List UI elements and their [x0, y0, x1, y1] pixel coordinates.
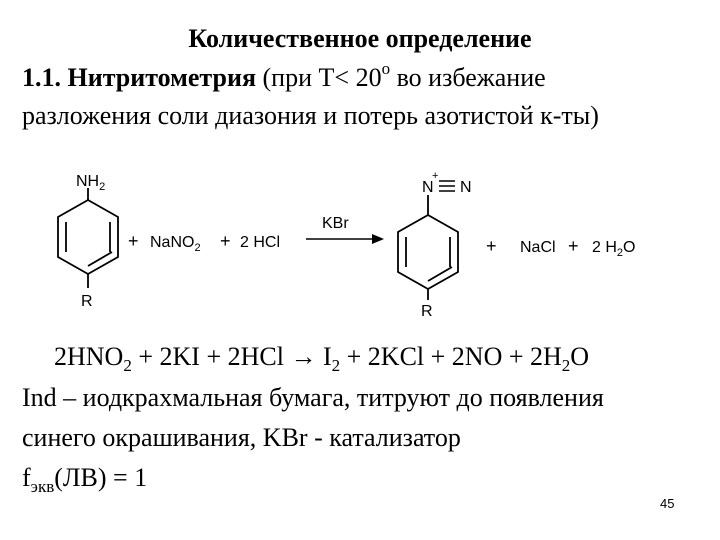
right-r-substituent: R	[421, 303, 433, 320]
equivalence-factor: $f_{экв}(ЛВ) = 1$	[22, 463, 148, 496]
plus-sign-4: +	[568, 236, 579, 256]
water-label: 2 $H_2O$	[592, 239, 636, 259]
degree-mark: о	[381, 59, 391, 78]
plus-sign-2: +	[220, 231, 231, 251]
condition-text-b: 20	[349, 63, 382, 92]
catalyst-label: KBr	[322, 215, 349, 232]
hydrochloric-acid-label: 2 HCl	[240, 234, 281, 251]
reaction-arrow-head	[372, 234, 384, 244]
right-benzene-ring	[398, 215, 458, 289]
positive-charge-mark: +	[432, 170, 439, 182]
indicator-line: Ind – иодкрахмальная бумага, титруют до появления	[22, 383, 604, 412]
diazonium-nitrogen-2: N	[460, 179, 472, 196]
left-benzene-ring	[58, 200, 118, 274]
condition-text-c: во избежание	[390, 63, 546, 92]
method-name: Нитритометрия	[67, 63, 257, 92]
page-number: 45	[660, 496, 675, 511]
diazonium-nitrogen-1: N	[422, 179, 434, 196]
sodium-chloride-label: NaCl	[520, 239, 556, 256]
indicator-line-2: синего окрашивания, KBr - катализатор	[22, 423, 461, 452]
left-r-substituent: R	[81, 293, 93, 310]
plus-sign-1: +	[128, 231, 139, 251]
sodium-nitrite-label: NaNO$_2$	[150, 234, 201, 254]
triple-bond	[439, 181, 455, 191]
slide-title: Количественное определение	[188, 24, 532, 53]
amino-group-label: $NH_2$	[76, 173, 106, 193]
equation-arrow: →	[290, 342, 317, 371]
less-than-sign: <	[334, 63, 350, 92]
condition-text-a: (при T	[256, 63, 335, 92]
method-number: 1.1.	[22, 63, 61, 92]
nitrite-iodide-equation: $2HNO_2 + 2KI + 2HCl \to I_2 + 2KCl + 2NO + 2H_2O$	[54, 342, 590, 375]
condition-line-2: разложения соли диазония и потерь азотистой к-ты)	[22, 101, 599, 130]
plus-sign-3: +	[486, 236, 497, 256]
